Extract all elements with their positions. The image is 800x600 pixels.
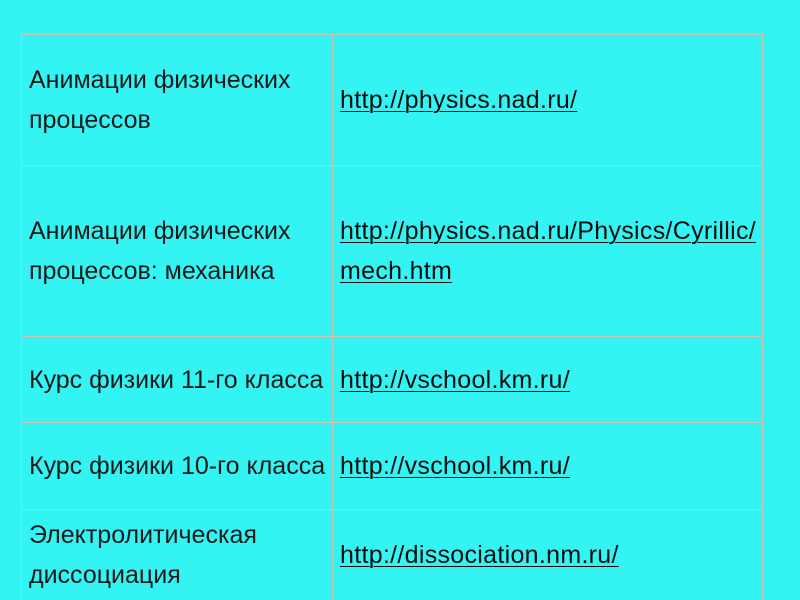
resource-title: Анимации физических процессов	[22, 35, 333, 166]
resource-link[interactable]: http://physics.nad.ru/Physics/Cyrillic/mech.htm	[340, 217, 756, 285]
resource-title: Анимации физических процессов: механика	[22, 166, 333, 337]
resource-title: Курс физики 10-го класса	[22, 423, 333, 510]
table-row	[22, 337, 763, 423]
resource-link[interactable]: http://vschool.km.ru/	[340, 452, 570, 480]
resource-link[interactable]: http://physics.nad.ru/	[340, 86, 578, 114]
resource-url-cell	[333, 35, 763, 166]
resource-url-cell	[333, 510, 763, 600]
resource-link[interactable]: http://vschool.km.ru/	[340, 365, 570, 394]
table-row	[22, 166, 763, 337]
resource-link[interactable]: http://dissociation.nm.ru/	[340, 541, 619, 569]
table-row	[22, 35, 763, 166]
resource-title: Курс физики 11-го класса	[22, 337, 333, 423]
table-row	[22, 510, 763, 600]
resource-url-cell	[333, 166, 763, 337]
resources-table	[21, 34, 763, 600]
resource-url-cell	[333, 337, 763, 423]
resource-url-cell	[333, 423, 763, 510]
resource-title: Электролитическая диссоциация	[22, 510, 333, 600]
table-row	[22, 423, 763, 510]
